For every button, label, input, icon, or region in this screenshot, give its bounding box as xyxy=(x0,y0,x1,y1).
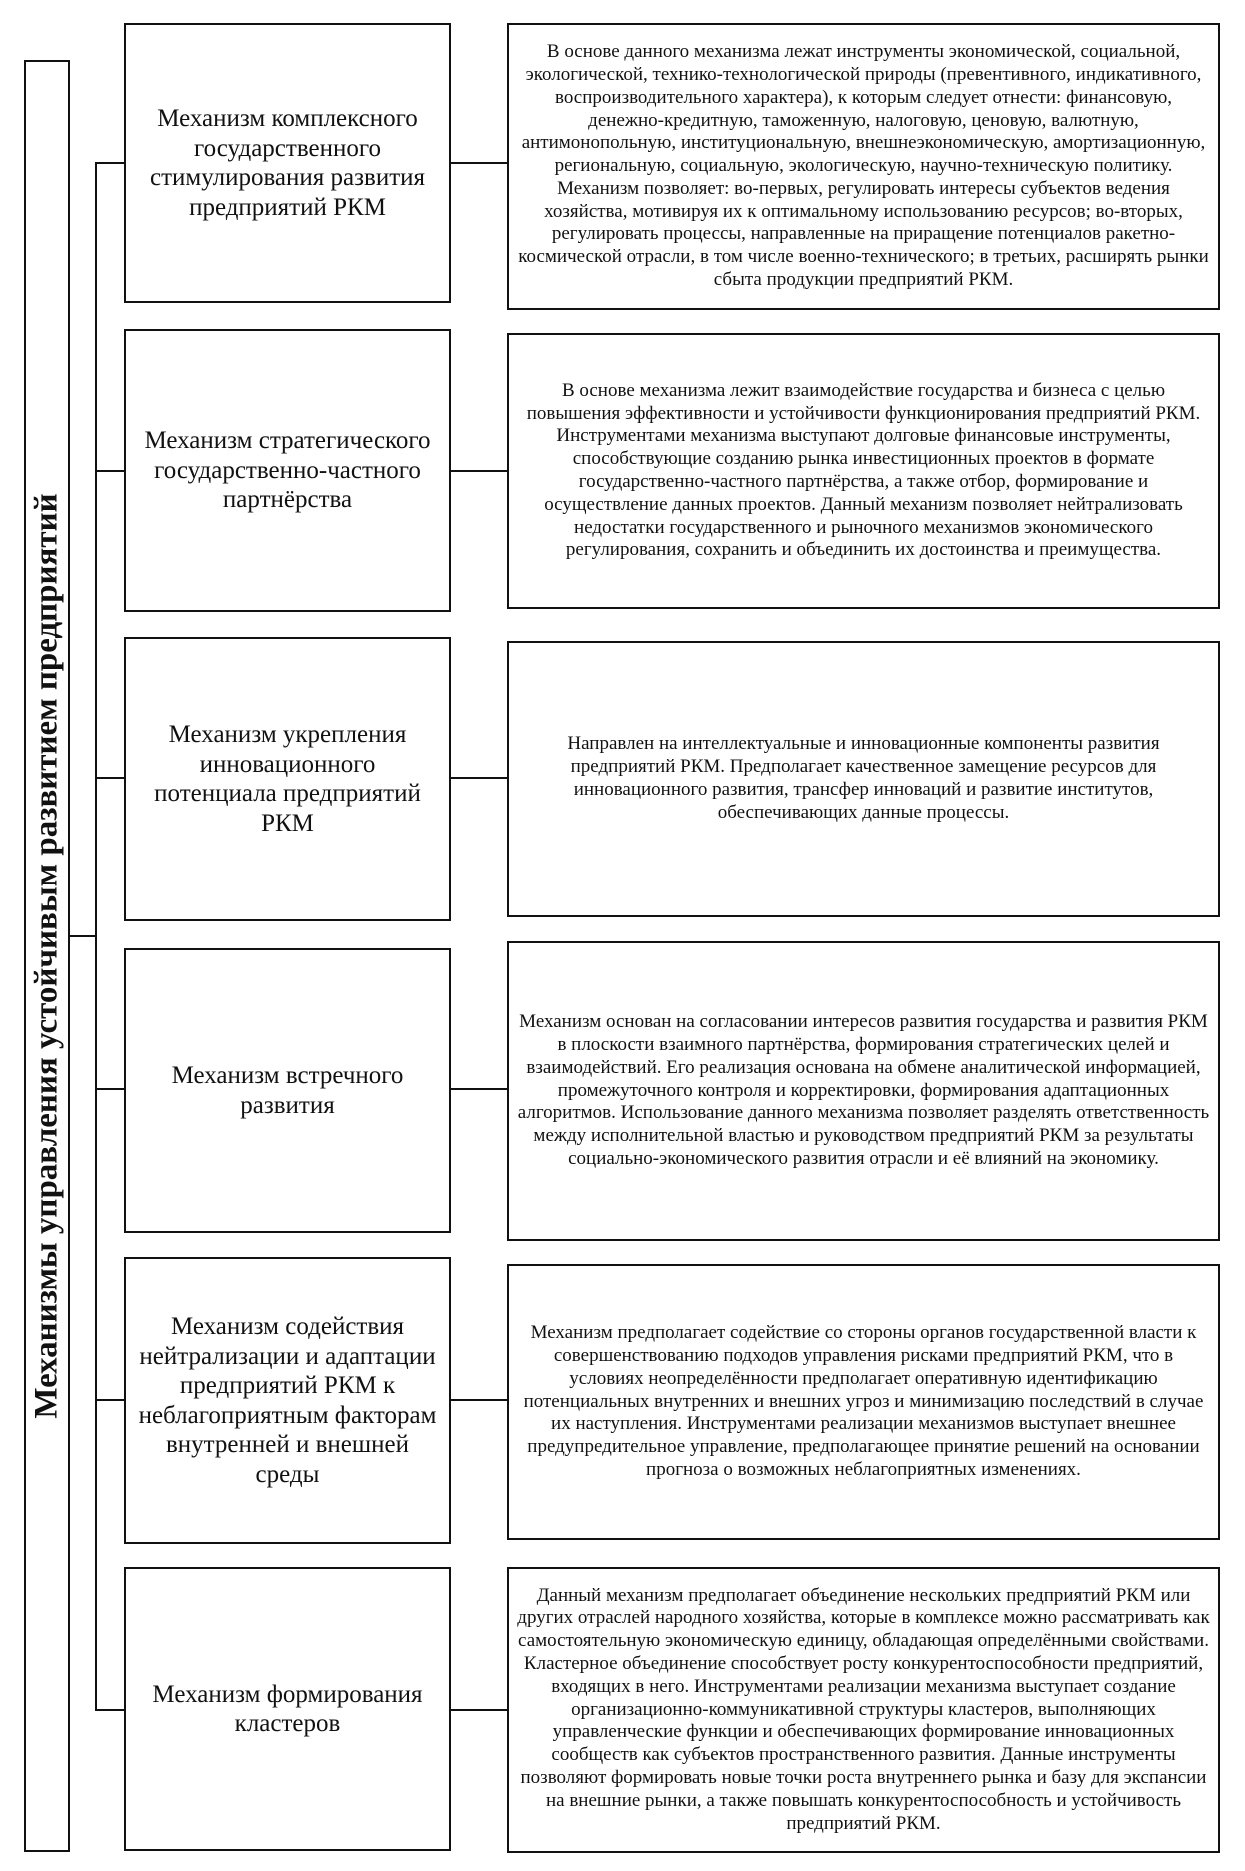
mechanism-box-5 xyxy=(124,1257,451,1544)
description-box-6 xyxy=(507,1567,1220,1853)
connector-root-stub xyxy=(70,935,96,937)
description-box-1 xyxy=(507,23,1220,310)
mechanism-name: Механизм содействия нейтрализации и адаптации предприятий РКМ к неблагоприятным факторам внутренней и внешней среды xyxy=(138,1313,437,1488)
mechanism-description: В основе механизма лежит взаимодействие государства и бизнеса с целью повышения эффективности и устойчивости функционирования предприятий РКМ. Инструментами механизма выступают долговые финансовые инструменты, способствующие созданию рынка инвестиционных проектов в формате государственно-частного партнёрства, а также отбор, формирование и осуществление данных проектов. Данный механизм позволяет нейтрализовать недостатки государственного и рыночного механизмов экономического регулирования, сохранить и объединить их достоинства и преимущества. xyxy=(526,379,1201,561)
description-box-3 xyxy=(507,641,1220,917)
connector-desc-2 xyxy=(451,470,507,472)
mechanism-name: Механизм встречного развития xyxy=(171,1062,404,1119)
mechanism-name: Механизм укрепления инновационного потенциала предприятий РКМ xyxy=(154,721,421,837)
mechanism-description: Данный механизм предполагает объединение нескольких предприятий РКМ или других отраслей народного хозяйства, которые в комплексе можно рассматривать как самостоятельную экономическую единицу, обладающая определёнными свойствами. Кластерное объединение способствует росту конкурентоспособности предприятий, входящих в него. Инструментами реализации механизма выступает создание организационно-коммуникативной структуры кластеров, выполняющих управленческие функции и обеспечивающих формирование инновационных сообществ как субъектов пространственного развития. Данные инструменты позволяют формировать новые точки роста внутреннего рынка и базу для экспансии на внешние рынки, а также повышать конкурентоспособность и устойчивость предприятий РКМ. xyxy=(517,1584,1210,1834)
mechanism-name: Механизм формирования кластеров xyxy=(152,1680,423,1737)
mechanism-name: Механизм комплексного государственного стимулирования развития предприятий РКМ xyxy=(149,105,425,221)
connector-desc-1 xyxy=(451,162,507,164)
connector-desc-5 xyxy=(451,1399,507,1401)
description-box-5 xyxy=(507,1264,1220,1540)
connector-branch-1 xyxy=(95,162,124,164)
connector-trunk xyxy=(95,162,97,1710)
description-box-4 xyxy=(507,941,1220,1241)
mechanism-box-3 xyxy=(124,637,451,921)
root-title: Механизмы управления устойчивым развитием предприятий xyxy=(28,493,65,1419)
connector-desc-4 xyxy=(451,1088,507,1090)
mechanism-box-1 xyxy=(124,23,451,303)
mechanism-description: В основе данного механизма лежат инструменты экономической, социальной, экологической, технико-технологической природы (превентивного, индикативного, воспроизводительного характера), к которым следует отнести: финансовую, денежно-кредитную, таможенную, налоговую, ценовую, валютную, антимонопольную, институциональную, внешнеэкономическую, амортизационную, региональную, социальную, экологическую, научно-техническую политику. Механизм позволяет: во-первых, регулировать интересы субъектов ведения хозяйства, мотивируя их к оптимальному использованию ресурсов; во-вторых, регулировать процессы, направленные на приращение потенциалов ракетно-космической отрасли, в том числе военно-технического; в третьих, расширять рынки сбыта продукции предприятий РКМ. xyxy=(518,41,1209,291)
mechanism-box-6 xyxy=(124,1567,451,1851)
mechanism-description: Механизм предполагает содействие со стороны органов государственной власти к совершенствованию подходов управления рисками предприятий РКМ, что в условиях неопределённости предполагает оперативную идентификацию потенциальных внутренних и внешних угроз и минимизацию последствий в случае их наступления. Инструментами реализации механизмов выступает внешнее предупредительное управление, предполагающее принятие решений на основании прогноза о возможных неблагоприятных изменениях. xyxy=(523,1322,1204,1480)
connector-branch-6 xyxy=(95,1709,124,1711)
connector-branch-5 xyxy=(95,1399,124,1401)
root-title-box xyxy=(24,60,70,1852)
mechanism-box-4 xyxy=(124,948,451,1233)
connector-desc-3 xyxy=(451,777,507,779)
connector-branch-3 xyxy=(95,777,124,779)
description-box-2 xyxy=(507,333,1220,609)
mechanism-name: Механизм стратегического государственно-частного партнёрства xyxy=(144,427,431,514)
connector-desc-6 xyxy=(451,1709,507,1711)
mechanism-description: Механизм основан на согласовании интересов развития государства и развития РКМ в плоскости взаимного партнёрства, формирования стратегических целей и взаимодействий. Его реализация основана на обмене аналитической информацией, промежуточного контроля и корректировки, формирования адаптационных алгоритмов. Использование данного механизма позволяет разделять ответственность между исполнительной властью и руководством предприятий РКМ за результаты социально-экономического развития отрасли и её влияний на экономику. xyxy=(517,1011,1210,1169)
connector-branch-4 xyxy=(95,1088,124,1090)
mechanism-box-2 xyxy=(124,329,451,612)
connector-branch-2 xyxy=(95,470,124,472)
mechanism-description: Направлен на интеллектуальные и инновационные компоненты развития предприятий РКМ. Предполагает качественное замещение ресурсов для инновационного развития, трансфер инноваций и развитие институтов, обеспечивающих данные процессы. xyxy=(567,733,1160,823)
